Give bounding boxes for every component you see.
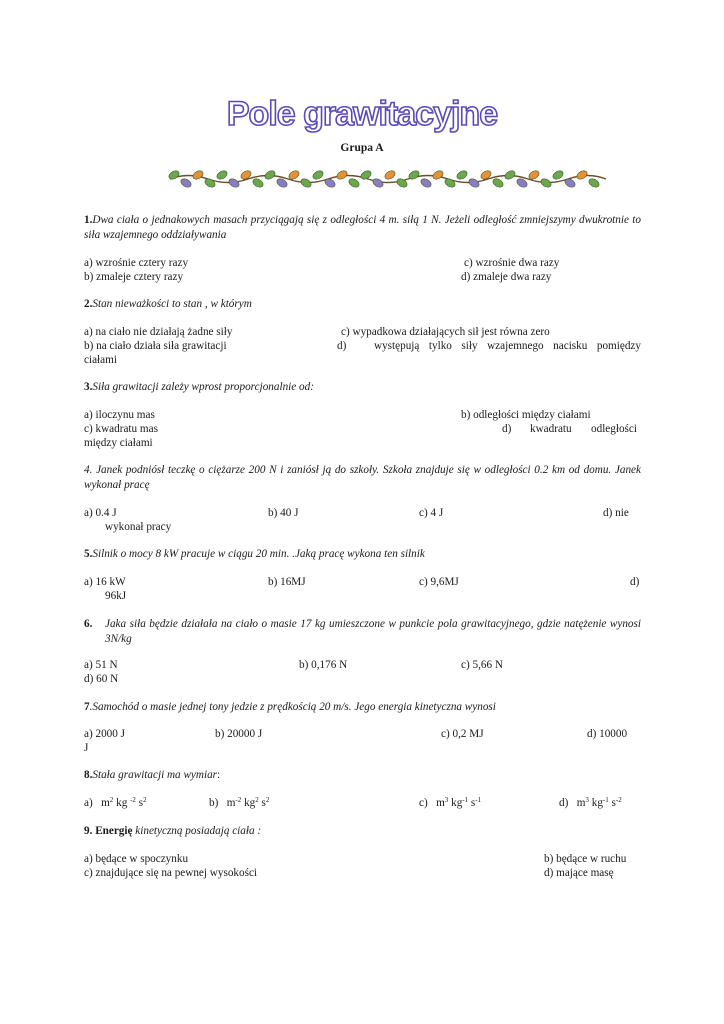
vine-leaf [455, 169, 468, 181]
q5-option-a: a) 16 kW [84, 576, 126, 588]
question-4: 4. Janek podniósł teczkę o ciężarze 200 N i zaniósł ją do szkoły. Szkoła znajduje się w odległości 0.2 km od domu. Janek wykonał pracę [84, 464, 641, 491]
question-text: Stan nieważkości to stan , w którym [92, 298, 252, 310]
unit: s [138, 797, 144, 809]
exponent: -1 [602, 796, 609, 804]
question-1 [84, 213, 641, 243]
q6-option-a: a) 51 N [84, 659, 118, 671]
question-9 [84, 824, 261, 838]
question-number: 5. [84, 548, 93, 560]
question-number: 1. [84, 214, 93, 226]
exponent: -2 [235, 796, 242, 804]
page-title: Pole grawitacyjne [226, 95, 498, 133]
q5-option-a-cont: 96kJ [105, 590, 127, 602]
q7-option-b: b) 20000 J [215, 728, 263, 740]
q5-option-b: b) 16MJ [268, 576, 306, 588]
exponent: -1 [462, 796, 469, 804]
vine-leaf [563, 177, 576, 189]
unit: kg [451, 797, 463, 809]
q1-option-d: d) zmaleje dwa razy [461, 271, 552, 283]
q9-option-c: c) znajdujące się na pewnej wysokości [84, 867, 258, 879]
q2-option-c: c) wypadkowa działających sił jest równa zero [341, 326, 550, 338]
q4-option-b: b) 40 J [268, 507, 299, 519]
vine-leaf [263, 169, 276, 181]
vine-leaf [359, 169, 372, 181]
question-number: 3. [84, 381, 93, 393]
q2-option-b: b) na ciało działa siła grawitacji [84, 340, 227, 352]
exponent: 3 [444, 796, 449, 804]
q7-option-a: a) 2000 J [84, 728, 126, 740]
q7-option-c: c) 0,2 MJ [441, 728, 484, 740]
question-text: .Samochód o masie jednej tony jedzie z prędkością 20 m/s. Jego energia kinetyczna wynosi [89, 701, 496, 713]
option-label: a) [84, 797, 93, 809]
vine-leaf [371, 177, 384, 189]
q8-option-a [84, 796, 147, 810]
question-3 [84, 380, 314, 394]
unit: kg [591, 797, 603, 809]
q7-option-d: d) 10000 [587, 728, 628, 740]
q2-option-d: występują tylko siły wzajemnego nacisku pomiędzy [374, 340, 641, 352]
unit: m [436, 797, 445, 809]
option-label: c) [419, 797, 428, 809]
q2-option-d-cont: ciałami [84, 354, 117, 366]
vine-leaf [383, 169, 396, 181]
q5-option-c: c) 9,6MJ [419, 576, 459, 588]
vine-leaf [575, 169, 588, 181]
vine-leaf [479, 169, 492, 181]
exponent: 3 [585, 796, 589, 804]
q3-option-d-label: d) [502, 423, 512, 435]
vine-divider [168, 168, 608, 190]
unit: kg [116, 797, 128, 809]
q3-option-a: a) iloczynu mas [84, 409, 155, 421]
exponent: -2 [130, 796, 136, 804]
question-text: Silnik o mocy 8 kW pracuje w ciągu 20 min. .Jaką pracę wykona ten silnik [92, 548, 425, 560]
question-6: Jaka siła będzie działała na ciało o masie 17 kg umieszczone w punkcie pola grawitacyjnego, gdzie natężenie wynosi 3N/kg [105, 618, 641, 645]
exponent: -1 [475, 796, 482, 804]
unit: m [101, 797, 110, 809]
q6-option-c: c) 5,66 N [461, 659, 503, 671]
vine-leaf [191, 169, 204, 181]
vine-leaf [503, 169, 516, 181]
vine-leaf [215, 169, 228, 181]
vine-leaf [203, 177, 216, 189]
vine-leaf [168, 169, 181, 181]
vine-leaf [227, 177, 240, 189]
unit: m [226, 797, 236, 809]
vine-leaf [323, 177, 336, 189]
vine-leaf [347, 177, 360, 189]
vine-leaf [251, 177, 264, 189]
question-5 [84, 547, 425, 561]
option-label: b) [209, 797, 219, 809]
question-6-number: 6. [84, 618, 93, 630]
question-2 [84, 297, 252, 311]
exponent: 2 [143, 796, 147, 804]
q3-option-b: b) odległości między ciałami [461, 409, 591, 421]
question-7 [84, 700, 496, 714]
q9-option-a: a) będące w spoczynku [84, 853, 189, 865]
question-text: Dwa ciała o jednakowych masach przyciągają się z odległości 4 m. siłą 1 N. Jeżeli odległość zmniejszymy dwukrotnie to siła wzajemnego oddziaływania [84, 214, 641, 241]
q5-option-d: d) [630, 576, 640, 588]
q4-option-c: c) 4 J [419, 507, 444, 519]
q7-option-d-cont: J [84, 742, 89, 754]
q6-option-d: d) 60 N [84, 673, 119, 685]
exponent: 2 [109, 796, 114, 804]
q8-option-c [419, 796, 481, 810]
unit: m [576, 797, 586, 809]
q1-option-a: a) wzrośnie cztery razy [84, 257, 189, 269]
unit: s [470, 797, 476, 809]
vine-leaf [311, 169, 324, 181]
vine-leaf [467, 177, 480, 189]
q8-option-b [209, 796, 269, 810]
vine-leaf [179, 177, 192, 189]
question-number: 9. Energię [84, 825, 133, 837]
exponent: -2 [615, 796, 622, 804]
vine-leaf [239, 169, 252, 181]
q3-option-c: c) kwadratu mas [84, 423, 158, 435]
vine-leaf [539, 177, 552, 189]
unit: s [611, 797, 616, 809]
q4-option-d: d) nie [603, 507, 629, 519]
vine-leaf [443, 177, 456, 189]
vine-leaf [431, 169, 444, 181]
vine-leaf [491, 177, 504, 189]
question-8 [84, 768, 220, 782]
unit: kg [244, 797, 256, 809]
question-colon: : [217, 769, 221, 781]
q9-option-b: b) będące w ruchu [544, 853, 627, 865]
q1-option-b: b) zmaleje cztery razy [84, 271, 184, 283]
unit: s [261, 797, 266, 809]
q2-option-d-label: d) [337, 340, 347, 352]
question-text: kinetyczną posiadają ciała : [132, 825, 262, 837]
question-number: 8. [84, 769, 93, 781]
question-number: 2. [84, 298, 93, 310]
page-subtitle: Grupa A [340, 142, 384, 154]
q6-option-b: b) 0,176 N [299, 659, 348, 671]
exponent: 2 [255, 796, 259, 804]
q2-option-a: a) na ciało nie działają żadne siły [84, 326, 233, 338]
question-number: 7 [84, 701, 90, 713]
option-label: d) [559, 797, 569, 809]
q1-option-c: c) wzrośnie dwa razy [464, 257, 560, 269]
vine-leaf [335, 169, 348, 181]
vine-leaf [551, 169, 564, 181]
vine-leaf [587, 177, 600, 189]
q8-option-d [559, 796, 622, 810]
q3-option-d-word2: odległości [591, 423, 637, 435]
exponent: 2 [265, 796, 270, 804]
q4-option-a-cont: wykonał pracy [105, 521, 172, 533]
question-text: Stała grawitacji ma wymiar [92, 769, 218, 781]
q9-option-d: d) mające masę [544, 867, 614, 879]
q3-option-d-word1: kwadratu [530, 423, 572, 435]
question-text: Siła grawitacji zależy wprost proporcjonalnie od: [92, 381, 314, 393]
q4-option-a: a) 0.4 J [84, 507, 117, 519]
vine-leaf [299, 177, 312, 189]
q3-option-d-cont: między ciałami [84, 437, 153, 449]
vine-leaf [419, 177, 432, 189]
